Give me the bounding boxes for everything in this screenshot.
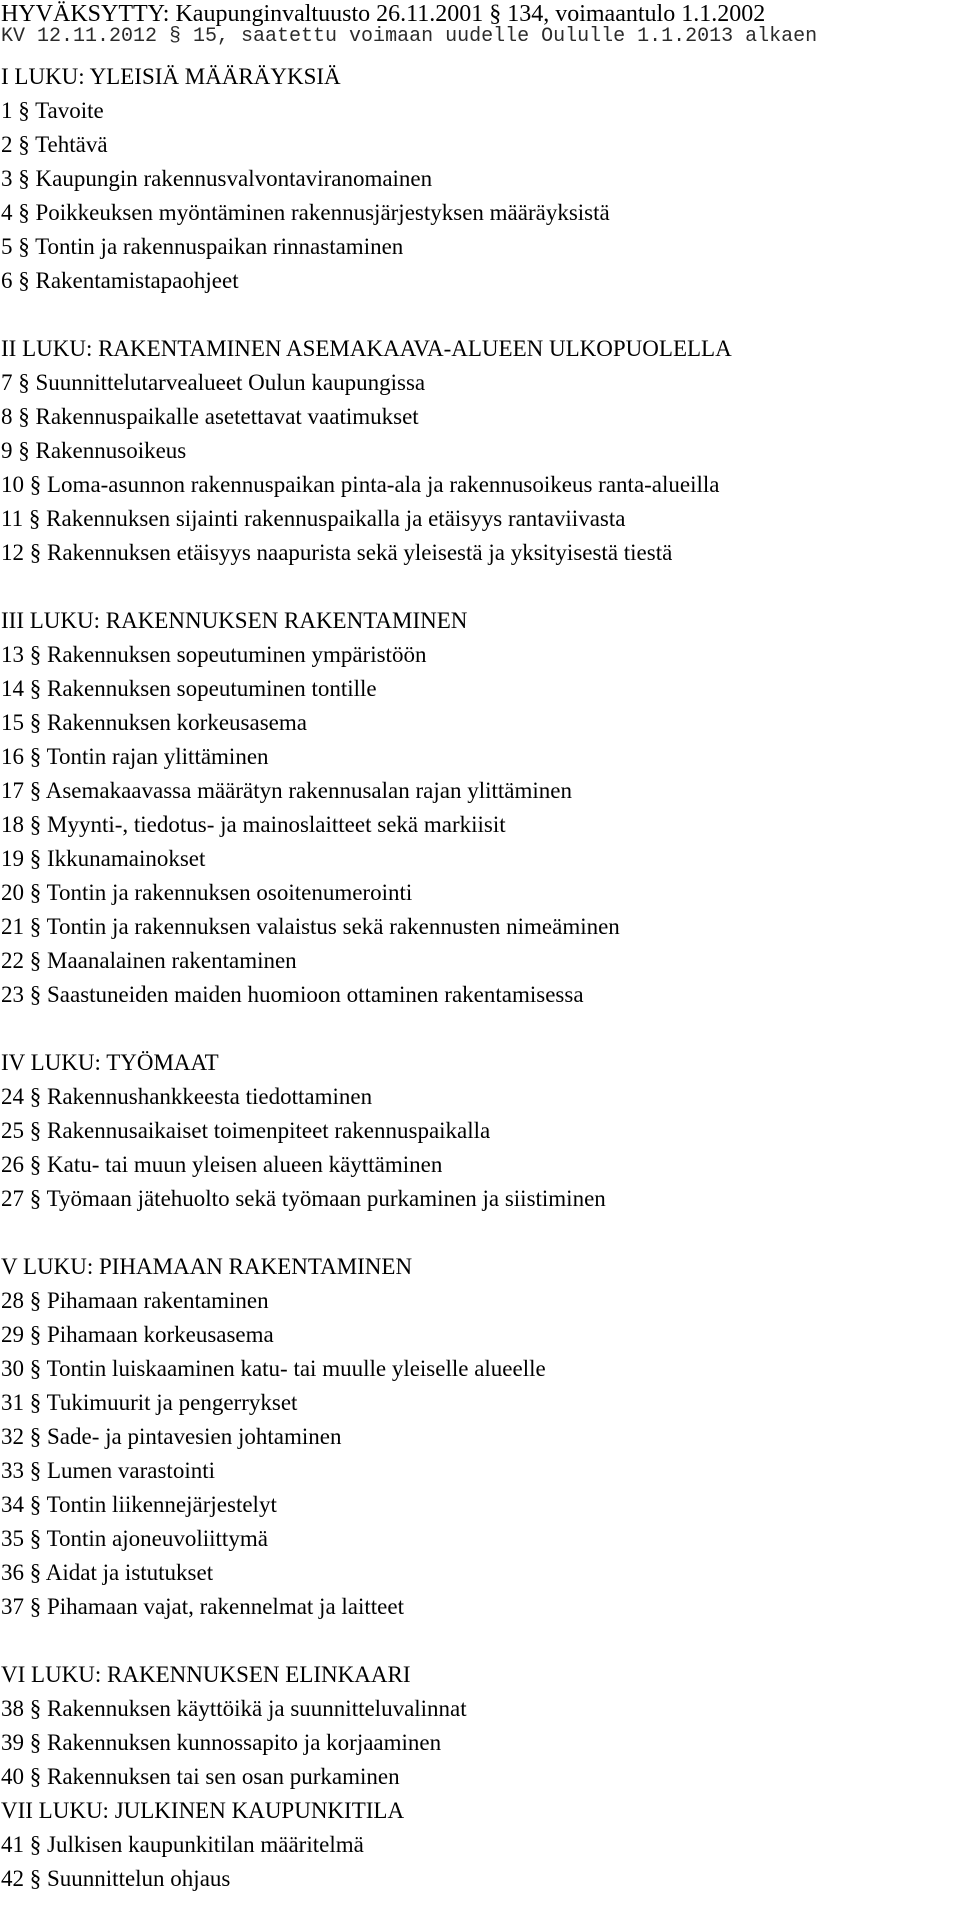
section-item: 15 § Rakennuksen korkeusasema [1,710,307,735]
chapter-2 [1,332,956,570]
section-item: 30 § Tontin luiskaaminen katu- tai muulle yleiselle alueelle [1,1356,546,1381]
section-item: 37 § Pihamaan vajat, rakennelmat ja laitteet [1,1594,404,1619]
section-item: 39 § Rakennuksen kunnossapito ja korjaaminen [1,1730,442,1755]
section-item: 13 § Rakennuksen sopeutuminen ympäristöön [1,642,427,667]
section-item: 10 § Loma-asunnon rakennuspaikan pinta-ala ja rakennusoikeus ranta-alueilla [1,472,720,497]
chapter-7 [1,1794,956,1896]
section-item: 26 § Katu- tai muun yleisen alueen käyttäminen [1,1152,443,1177]
section-item: 18 § Myynti-, tiedotus- ja mainoslaitteet sekä markiisit [1,812,506,837]
document-page [1,0,956,1896]
section-item: 35 § Tontin ajoneuvoliittymä [1,1526,268,1551]
section-item: 25 § Rakennusaikaiset toimenpiteet rakennuspaikalla [1,1118,491,1143]
section-item: 36 § Aidat ja istutukset [1,1560,214,1585]
section-item: 22 § Maanalainen rakentaminen [1,948,297,973]
chapter-title: VII LUKU: JULKINEN KAUPUNKITILA [1,1798,405,1823]
section-item: 16 § Tontin rajan ylittäminen [1,744,269,769]
section-item: 31 § Tukimuurit ja pengerrykset [1,1390,298,1415]
section-item: 12 § Rakennuksen etäisyys naapurista sekä yleisestä ja yksityisestä tiestä [1,540,673,565]
section-item: 23 § Saastuneiden maiden huomioon ottaminen rakentamisessa [1,982,584,1007]
section-item: 9 § Rakennusoikeus [1,438,187,463]
section-item: 34 § Tontin liikennejärjestelyt [1,1492,277,1517]
section-item: 2 § Tehtävä [1,132,108,157]
chapter-1 [1,60,956,298]
section-item: 24 § Rakennushankkeesta tiedottaminen [1,1084,373,1109]
section-item: 40 § Rakennuksen tai sen osan purkaminen [1,1764,400,1789]
amendment-line: KV 12.11.2012 § 15, saatettu voimaan uudelle Oululle 1.1.2013 alkaen [1,25,818,48]
chapter-title: I LUKU: YLEISIÄ MÄÄRÄYKSIÄ [1,64,341,89]
chapter-title: IV LUKU: TYÖMAAT [1,1050,219,1075]
chapter-5 [1,1250,956,1624]
section-item: 29 § Pihamaan korkeusasema [1,1322,274,1347]
section-item: 19 § Ikkunamainokset [1,846,206,871]
section-item: 41 § Julkisen kaupunkitilan määritelmä [1,1832,364,1857]
chapter-3 [1,604,956,1012]
chapter-title: III LUKU: RAKENNUKSEN RAKENTAMINEN [1,608,468,633]
section-item: 8 § Rakennuspaikalle asetettavat vaatimukset [1,404,419,429]
section-item: 7 § Suunnittelutarvealueet Oulun kaupungissa [1,370,426,395]
section-item: 5 § Tontin ja rakennuspaikan rinnastaminen [1,234,404,259]
chapter-title: II LUKU: RAKENTAMINEN ASEMAKAAVA-ALUEEN ULKOPUOLELLA [1,336,732,361]
section-item: 14 § Rakennuksen sopeutuminen tontille [1,676,377,701]
approval-line: HYVÄKSYTTY: Kaupunginvaltuusto 26.11.2001 § 134, voimaantulo 1.1.2002 [1,1,766,27]
section-item: 17 § Asemakaavassa määrätyn rakennusalan rajan ylittäminen [1,778,572,803]
section-item: 3 § Kaupungin rakennusvalvontaviranomainen [1,166,433,191]
section-item: 32 § Sade- ja pintavesien johtaminen [1,1424,342,1449]
chapter-4 [1,1046,956,1216]
chapter-6 [1,1658,956,1794]
chapter-title: VI LUKU: RAKENNUKSEN ELINKAARI [1,1662,411,1687]
section-item: 42 § Suunnittelun ohjaus [1,1866,231,1891]
chapter-title: V LUKU: PIHAMAAN RAKENTAMINEN [1,1254,413,1279]
section-item: 38 § Rakennuksen käyttöikä ja suunnitteluvalinnat [1,1696,467,1721]
section-item: 20 § Tontin ja rakennuksen osoitenumerointi [1,880,413,905]
section-item: 28 § Pihamaan rakentaminen [1,1288,269,1313]
section-item: 4 § Poikkeuksen myöntäminen rakennusjärjestyksen määräyksistä [1,200,610,225]
section-item: 21 § Tontin ja rakennuksen valaistus sekä rakennusten nimeäminen [1,914,620,939]
section-item: 27 § Työmaan jätehuolto sekä työmaan purkaminen ja siistiminen [1,1186,606,1211]
section-item: 1 § Tavoite [1,98,104,123]
section-item: 33 § Lumen varastointi [1,1458,215,1483]
section-item: 6 § Rakentamistapaohjeet [1,268,239,293]
section-item: 11 § Rakennuksen sijainti rakennuspaikalla ja etäisyys rantaviivasta [1,506,626,531]
